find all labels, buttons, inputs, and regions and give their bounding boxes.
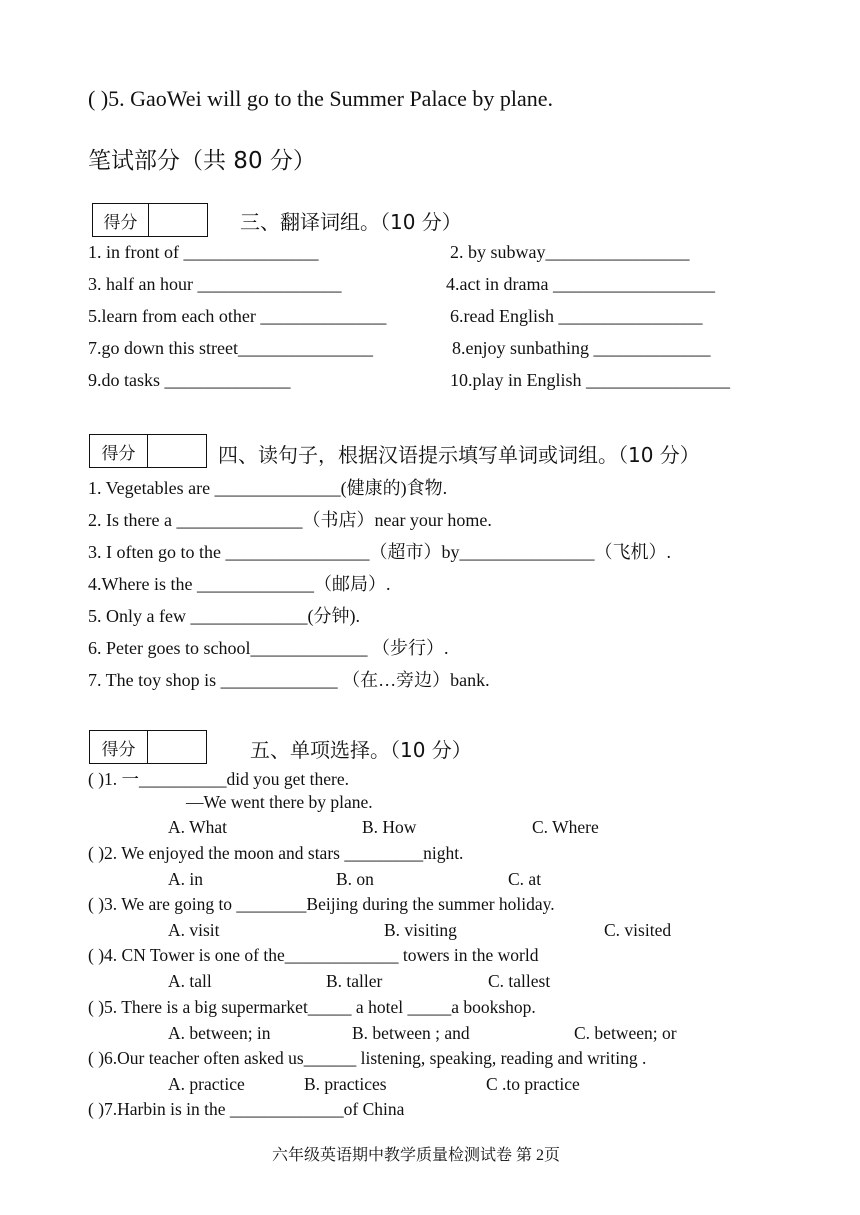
q6-option-a: A. practice [168,1074,245,1094]
section4-title: 四、读句子，根据汉语提示填写单词或词组。（10 分） [218,443,700,467]
s3-item-9: 9.do tasks ______________ [88,370,291,390]
q5-option-b: B. between ; and [352,1023,470,1043]
s4-item-6: 6. Peter goes to school_____________ （步行）. [88,638,449,658]
q2-stem: ( )2. We enjoyed the moon and stars _________night. [88,843,464,863]
q5-stem: ( )5. There is a big supermarket_____ a hotel _____a bookshop. [88,997,536,1017]
q5-option-a: A. between; in [168,1023,271,1043]
score-label: 得分 [93,204,149,236]
q1-answer-line: —We went there by plane. [186,792,373,812]
q3-option-b: B. visiting [384,920,457,940]
question-5-line: ( )5. GaoWei will go to the Summer Palace by plane. [88,86,553,111]
written-part-heading: 笔试部分（共 80 分） [88,148,316,174]
s4-item-5: 5. Only a few _____________(分钟). [88,606,360,626]
q7-stem: ( )7.Harbin is in the _____________of China [88,1099,405,1119]
q1-option-c: C. Where [532,817,599,837]
score-label: 得分 [90,435,148,467]
q4-option-c: C. tallest [488,971,551,991]
score-blank[interactable] [149,204,207,236]
q4-option-b: B. taller [326,971,383,991]
score-box-section4 [89,434,207,468]
s4-item-7: 7. The toy shop is _____________ （在…旁边）bank. [88,670,490,690]
s4-item-4: 4.Where is the _____________（邮局）. [88,574,391,594]
s3-item-8: 8.enjoy sunbathing _____________ [452,338,711,358]
q3-stem: ( )3. We are going to ________Beijing during the summer holiday. [88,894,555,914]
q1-option-a: A. What [168,817,227,837]
q4-stem: ( )4. CN Tower is one of the_____________ towers in the world [88,945,539,965]
q2-option-c: C. at [508,869,542,889]
s4-item-1: 1. Vegetables are ______________(健康的)食物. [88,478,448,498]
q5-option-c: C. between; or [574,1023,677,1043]
s3-item-6: 6.read English ________________ [450,306,703,326]
q2-option-a: A. in [168,869,203,889]
s4-item-2: 2. Is there a ______________（书店）near your home. [88,510,492,530]
q1-stem: ( )1. 一__________did you get there. [88,769,349,789]
q6-stem: ( )6.Our teacher often asked us______ listening, speaking, reading and writing . [88,1048,647,1068]
s3-item-10: 10.play in English ________________ [450,370,730,390]
s3-item-5: 5.learn from each other ______________ [88,306,387,326]
score-blank[interactable] [148,731,206,763]
q3-option-a: A. visit [168,920,220,940]
score-label: 得分 [90,731,148,763]
s3-item-3: 3. half an hour ________________ [88,274,342,294]
q2-option-b: B. on [336,869,374,889]
score-blank[interactable] [148,435,206,467]
s4-item-3: 3. I often go to the ________________（超市）by_______________（飞机）. [88,542,671,562]
section5-title: 五、单项选择。（10 分） [250,738,472,762]
score-box-section5 [89,730,207,764]
score-box-section3 [92,203,208,237]
q4-option-a: A. tall [168,971,212,991]
s3-item-4: 4.act in drama __________________ [446,274,715,294]
q3-option-c: C. visited [604,920,672,940]
s3-item-7: 7.go down this street_______________ [88,338,373,358]
q6-option-c: C .to practice [486,1074,580,1094]
section3-title: 三、翻译词组。（10 分） [240,210,462,234]
q6-option-b: B. practices [304,1074,387,1094]
s3-item-2: 2. by subway________________ [450,242,690,262]
q1-option-b: B. How [362,817,417,837]
page-footer: 六年级英语期中教学质量检测试卷 第 2页 [272,1147,561,1164]
s3-item-1: 1. in front of _______________ [88,242,319,262]
